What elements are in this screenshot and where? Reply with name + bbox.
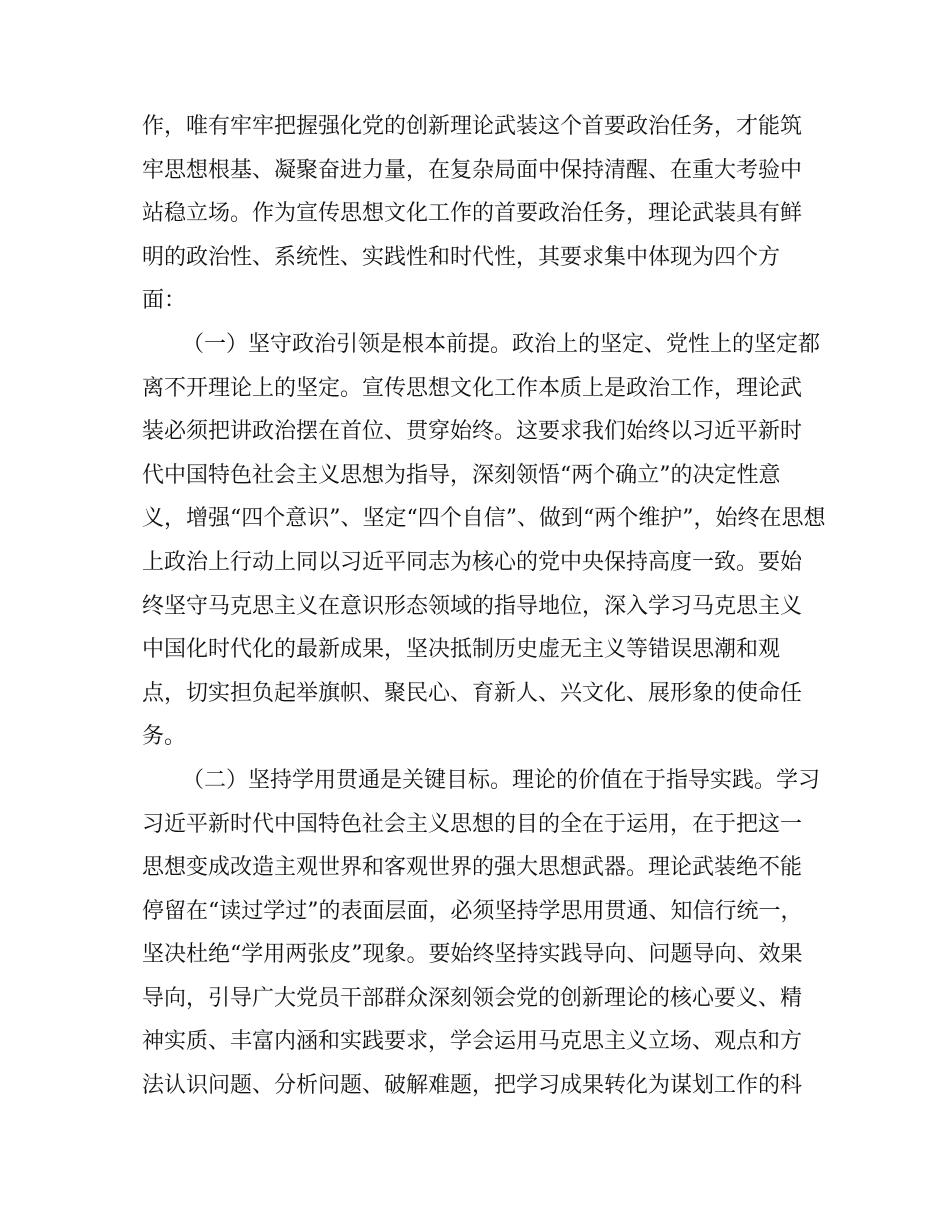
text-line: 点，切实担负起举旗帜、聚民心、育新人、兴文化、展形象的使命任 [142,680,803,706]
paragraph [142,105,810,323]
text-line: 装必须把讲政治摆在首位、贯穿始终。这要求我们始终以习近平新时 [142,419,803,445]
text-line: 中国化时代化的最新成果，坚决抵制历史虚无主义等错误思潮和观 [142,637,781,663]
text-line: 停留在“读过学过”的表面层面，必须坚持学思用贯通、知信行统一， [142,898,803,924]
text-line: 义，增强“四个意识”、坚定“四个自信”、做到“两个维护”，始终在思想 [142,506,826,532]
text-line: 牢思想根基、凝聚奋进力量，在复杂局面中保持清醒、在重大考验中 [142,157,803,183]
text-line: 终坚守马克思主义在意识形态领域的指导地位，深入学习马克思主义 [142,593,803,619]
paragraph [142,759,821,1108]
text-line: 明的政治性、系统性、实践性和时代性，其要求集中体现为四个方 [142,244,781,270]
text-line: （二）坚持学用贯通是关键目标。理论的价值在于指导实践。学习 [182,767,821,793]
text-line: 离不开理论上的坚定。宣传思想文化工作本质上是政治工作，理论武 [142,375,803,401]
text-line: 面： [142,288,187,314]
paragraph [142,323,826,759]
text-line: 上政治上行动上同以习近平同志为核心的党中央保持高度一致。要始 [142,549,803,575]
text-line: 神实质、丰富内涵和实践要求，学会运用马克思主义立场、观点和方 [142,1029,803,1055]
text-line: 作，唯有牢牢把握强化党的创新理论武装这个首要政治任务，才能筑 [142,114,803,139]
text-line: 站稳立场。作为宣传思想文化工作的首要政治任务，理论武装具有鲜 [142,201,803,227]
text-line: 坚决杜绝“学用两张皮”现象。要始终坚持实践导向、问题导向、效果 [142,942,803,968]
text-line: 法认识问题、分析问题、破解难题，把学习成果转化为谋划工作的科 [142,1073,803,1099]
text-line: 代中国特色社会主义思想为指导，深刻领悟“两个确立”的决定性意 [142,462,781,488]
text-line: 务。 [142,724,187,750]
text-line: 习近平新时代中国特色社会主义思想的目的全在于运用，在于把这一 [142,811,803,837]
text-line: 思想变成改造主观世界和客观世界的强大思想武器。理论武装绝不能 [142,855,803,881]
text-line: （一）坚守政治引领是根本前提。政治上的坚定、党性上的坚定都 [182,331,821,357]
text-line: 导向，引导广大党员干部群众深刻领会党的创新理论的核心要义、精 [142,985,803,1011]
document-body [142,105,826,1108]
